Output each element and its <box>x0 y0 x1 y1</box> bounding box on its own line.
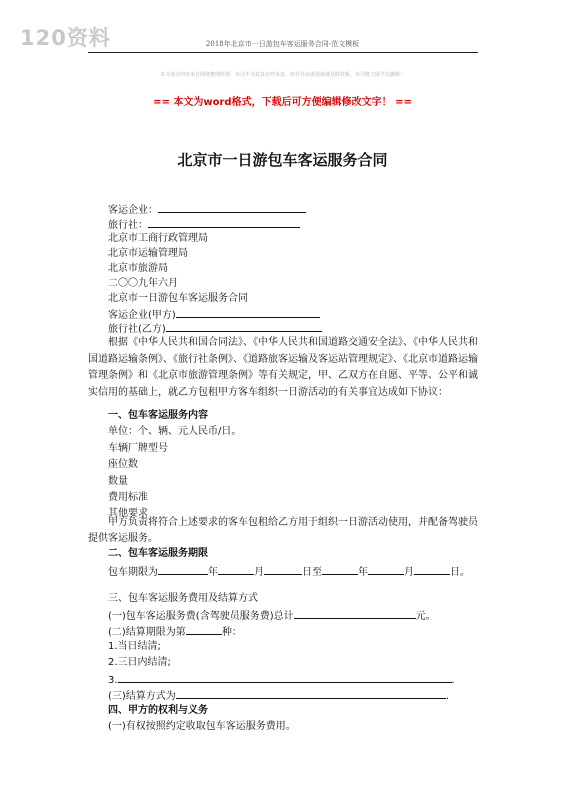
disclaimer-text: 本文部分内容来自网络整理所得，本司不为其真实性负责，如有异议或侵权请及时联系，本司将立即予以删除！ <box>159 72 405 78</box>
header-rule <box>88 52 478 53</box>
intro-paragraph: 根据《中华人民共和国合同法》、《中华人民共和国道路交通安全法》、《中华人民共和国道路运输条例》、《旅行社条例》、《道路旅客运输及客运站管理规定》、《北京市道路运输管理条例》和《北京市旅游管理条例》等有关规定，甲、乙双方在自愿、平等、公平和诚实信用的基础上，就乙方包租甲方客车组织一日游活动的有关事宜达成如下协议： <box>88 337 478 398</box>
bureau-3: 北京市旅游局 <box>108 263 168 274</box>
party-b-line <box>108 322 322 336</box>
settlement-blank <box>186 625 222 635</box>
blank <box>264 565 302 575</box>
option-3-line <box>108 673 455 687</box>
blank <box>218 565 254 575</box>
carrier-line <box>108 203 306 217</box>
period-unit: 月 <box>404 567 414 578</box>
fee-label: (一)包车客运服务费(含驾驶员服务费)总计 <box>108 611 294 622</box>
blank <box>368 565 404 575</box>
contract-name: 北京市一日游包车客运服务合同 <box>108 293 248 304</box>
document-title: 北京市一日游包车客运服务合同 <box>177 151 388 169</box>
section-4-heading: 四、甲方的权利与义务 <box>108 705 208 716</box>
period-line <box>108 565 470 579</box>
blank <box>322 565 358 575</box>
bureau-1: 北京市工商行政管理局 <box>108 233 208 244</box>
option-1: 1.当日结清; <box>108 641 161 652</box>
issue-date: 二〇〇九年六月 <box>108 278 178 289</box>
spec-item: 数量 <box>108 476 128 487</box>
format-notice: == 本文为word格式，下载后可方便编辑修改文字！ == <box>153 97 412 108</box>
fee-unit: 元。 <box>415 611 436 622</box>
party-a-label: 客运企业(甲方) <box>108 310 176 321</box>
running-header: 2018年北京市一日游包车客运服务合同-范文模板 <box>205 40 360 48</box>
party-b-blank <box>166 322 322 332</box>
period-unit: 年 <box>208 567 218 578</box>
period-unit: 年 <box>358 567 368 578</box>
method-label: (三)结算方式为 <box>108 691 176 702</box>
party-a-line <box>108 308 320 322</box>
units-line: 单位：个、辆、元人民币/日。 <box>108 426 242 437</box>
party-b-label: 旅行社(乙方) <box>108 324 166 335</box>
carrier-blank <box>158 203 306 213</box>
period-label: 包车期限为 <box>108 567 158 578</box>
period-unit: 日至 <box>302 567 322 578</box>
bureau-2: 北京市运输管理局 <box>108 248 188 259</box>
fee-blank <box>294 609 416 619</box>
period-mark: . <box>445 691 449 702</box>
period-mark: . <box>451 675 455 686</box>
spec-item: 座位数 <box>108 459 138 470</box>
settlement-period-unit: 种： <box>221 627 242 638</box>
blank <box>414 565 450 575</box>
settlement-period-line <box>108 625 242 639</box>
settlement-period-label: (二)结算期限为第 <box>108 627 186 638</box>
fee-line <box>108 609 436 623</box>
blank <box>158 565 208 575</box>
method-line <box>108 689 449 703</box>
agency-line <box>108 218 300 232</box>
carrier-label: 客运企业： <box>108 205 158 216</box>
section-3-heading: 三、包车客运服务费用及结算方式 <box>108 593 258 604</box>
section-2-heading: 二、包车客运服务期限 <box>108 548 208 559</box>
period-unit: 日。 <box>450 567 470 578</box>
option-3-blank <box>118 673 452 683</box>
spec-item: 其他要求 <box>108 508 148 519</box>
method-blank <box>176 689 446 699</box>
spec-item: 车辆厂牌型号 <box>108 443 168 454</box>
option-3-label: 3. <box>108 675 118 686</box>
section-4-item-1: (一)有权按照约定收取包车客运服务费用。 <box>108 721 296 732</box>
section-1-paragraph: 甲方负责将符合上述要求的客车包租给乙方用于组织一日游活动使用，并配备驾驶员提供客运服务。 <box>88 517 478 544</box>
spec-item: 费用标准 <box>108 492 148 503</box>
agency-label: 旅行社： <box>108 220 148 231</box>
option-2: 2.三日内结清; <box>108 657 171 668</box>
period-unit: 月 <box>254 567 264 578</box>
section-1-heading: 一、包车客运服务内容 <box>108 410 208 421</box>
agency-blank <box>148 218 300 228</box>
watermark-logo: 120资料 <box>20 26 111 50</box>
party-a-blank <box>176 308 320 318</box>
